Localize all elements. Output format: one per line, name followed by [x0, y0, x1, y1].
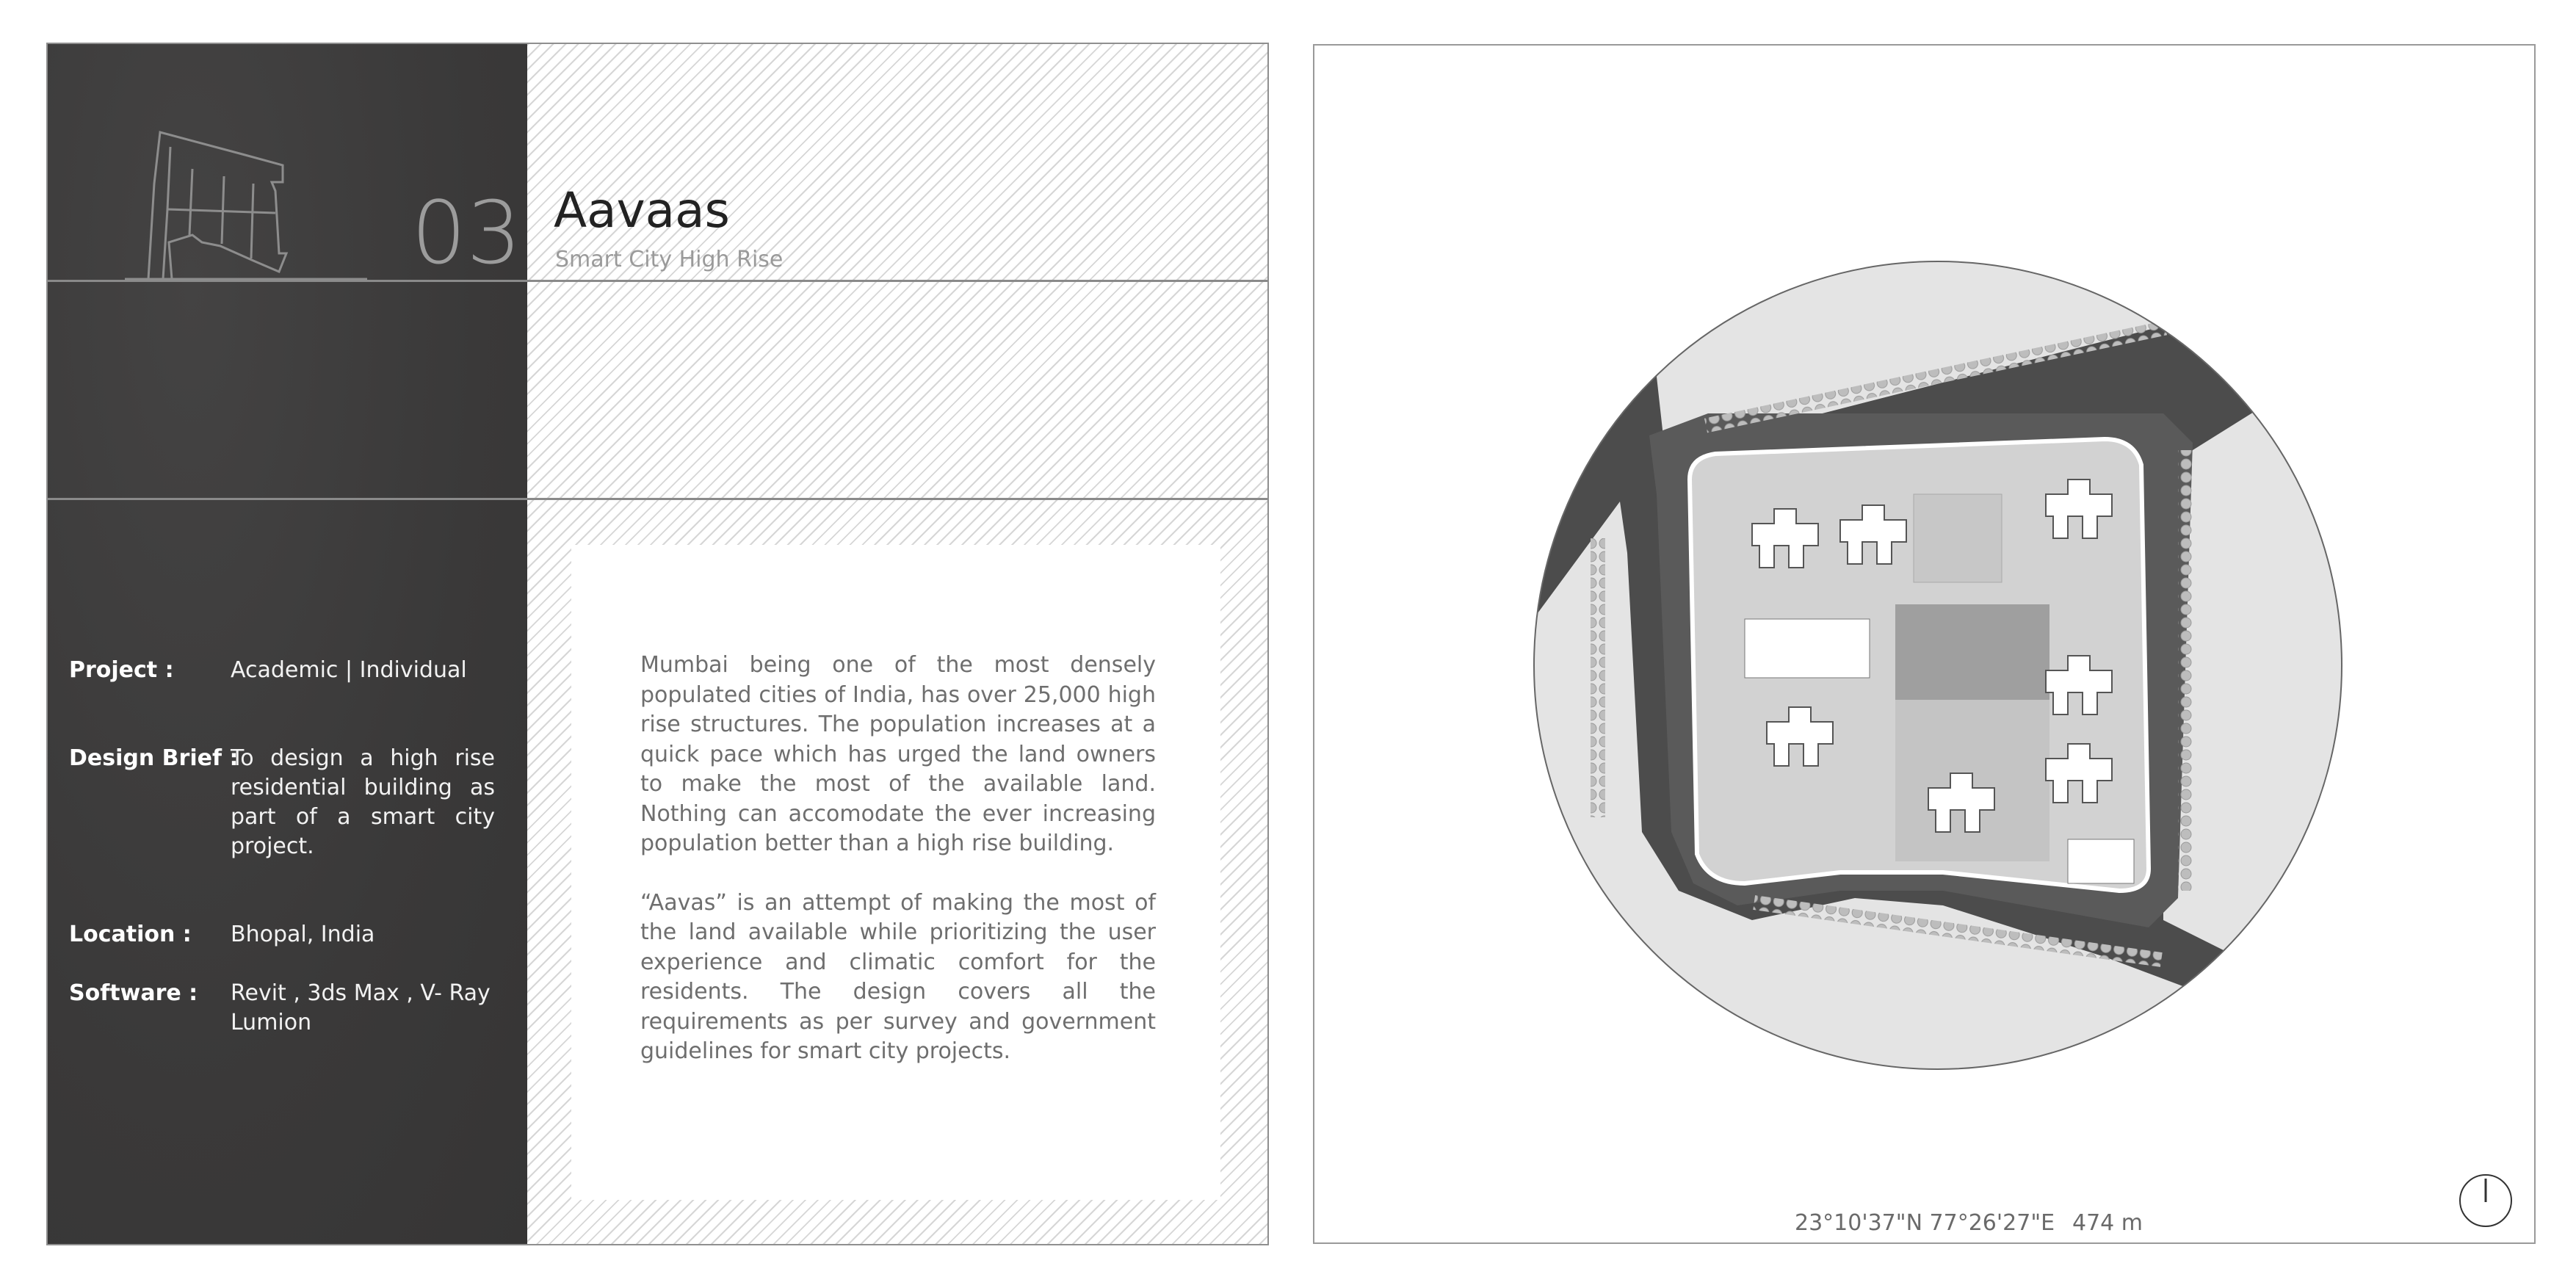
software-value-line2: Lumion — [231, 1010, 312, 1035]
page-subtitle: Smart City High Rise — [555, 247, 784, 272]
site-plan-drawing — [1532, 259, 2344, 1071]
central-plaza — [1895, 604, 2049, 700]
project-number: 03 — [411, 182, 522, 283]
tree-row-east — [2178, 450, 2193, 891]
scale-label: 474 m — [2072, 1210, 2143, 1236]
description-paragraph-1: Mumbai being one of the most densely populated cities of India, has over 25,000 high rise structures. The population increases at a quick pace which has urged the land owners to make the most of the available land. Nothing can accomodate the ever increasing population better than a high rise building. — [640, 652, 1156, 856]
site-outline-sketch — [125, 125, 367, 283]
design-brief-value: To design a high rise residential building as part of a smart city project. — [231, 745, 495, 859]
description-paragraph-2: “Aavas” is an attempt of making the most of the land available while prioritizing the user experience and climatic comfort for the residents. The design covers all the requirements as per survey and government guidelines for smart city projects. — [640, 889, 1156, 1064]
project-value: Academic | Individual — [231, 657, 467, 683]
tree-row-west — [1591, 538, 1605, 817]
commercial-block — [1745, 619, 1870, 678]
north-arrow-icon — [2458, 1173, 2514, 1229]
project-label: Project : — [69, 657, 174, 683]
parking-block — [1914, 494, 2002, 582]
location-label: Location : — [69, 922, 192, 947]
project-description — [640, 651, 1156, 1096]
divider-line-middle — [48, 498, 1267, 500]
software-value-line1: Revit , 3ds Max , V- Ray — [231, 980, 491, 1006]
page-title: Aavaas — [554, 182, 730, 239]
coordinates-label: 23°10'37"N 77°26'27"E — [1795, 1210, 2055, 1236]
utility-block — [2068, 839, 2134, 883]
software-label: Software : — [69, 980, 198, 1006]
tree-cluster-west — [1555, 422, 1597, 464]
location-value: Bhopal, India — [231, 922, 375, 947]
design-brief-label: Design Brief : — [69, 745, 239, 771]
